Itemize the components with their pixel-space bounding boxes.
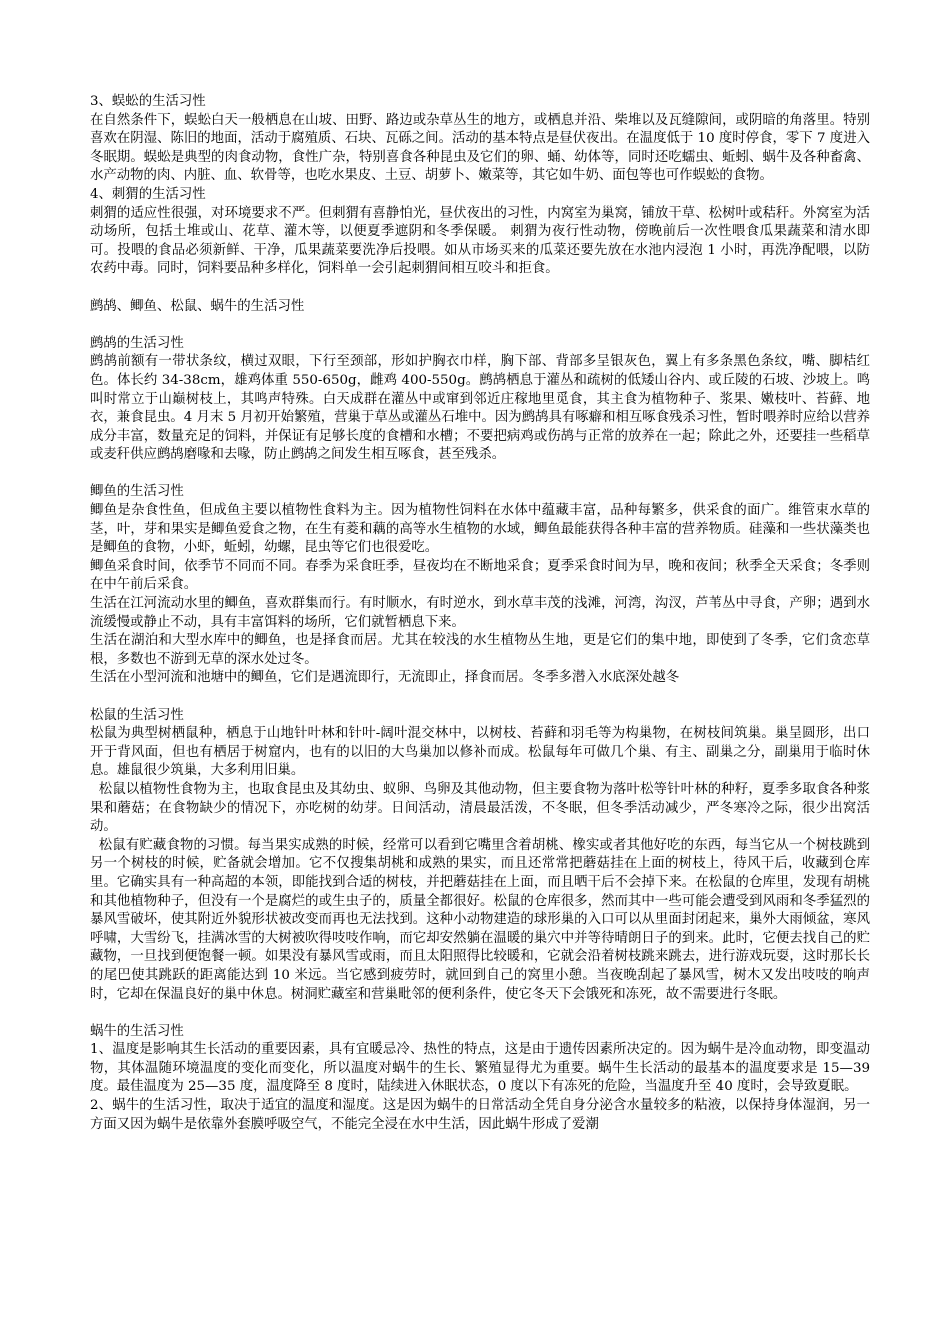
paragraph-crucian-5: 生活在小型河流和池塘中的鲫鱼，它们是遇流即行，无流即止，择食而居。冬季多潜入水底深处越冬	[90, 670, 680, 686]
section-title-partridge: 鹧鸪的生活习性	[90, 335, 184, 351]
section-title-centipede: 3、蜈蚣的生活习性	[90, 94, 206, 109]
paragraph-crucian-3: 生活在江河流动水里的鲫鱼，喜欢群集而行。有时顺水，有时逆水，到水草丰茂的浅滩，河湾，沟汊，芦苇丛中寻食，产卵；遇到水流缓慢或静止不动，具有丰富饵料的场所，它们就暂栖息下来。	[90, 596, 870, 630]
section-title-hedgehog: 4、刺猬的生活习性	[90, 186, 206, 202]
paragraph-partridge: 鹧鸪前额有一带状条纹，横过双眼，下行至颈部，形如护胸衣巾样，胸下部、背部多呈银灰色，翼上有多条黑色条纹，嘴、脚桔红色。体长约 34-38cm，雄鸡体重 550-650g，雌鸡 400-550g。鹧鸪栖息于灌丛和疏树的低矮山谷内、或丘陵的石坡、沙坡上。鸣叫时常立于山巅树枝上，其鸣声特殊。白天成群在灌丛中或窜到邻近庄稼地里觅食，其主食为植物种子、浆果、嫩枝叶、苔藓、地衣，兼食昆虫。4 月末 5 月初开始繁殖，营巢于草丛或灌丛石堆中。因为鹧鸪具有啄癖和相互啄食残杀习性，暂时喂养时应给以营养成分丰富，数量充足的饲料，并保证有足够长度的食槽和水槽；不要把病鸡或伤鸪与正常的放养在一起；除此之外，还要挂一些稻草或麦秆供应鹧鸪磨喙和去喙，防止鹧鸪之间发生相互啄食，甚至残杀。	[90, 354, 870, 463]
document-heading: 鹧鸪、鲫鱼、松鼠、蜗牛的生活习性	[90, 298, 305, 314]
spacer	[90, 1004, 870, 1023]
paragraph-squirrel-1: 松鼠为典型树栖鼠种，栖息于山地针叶林和针叶-阔叶混交林中，以树枝、苔藓和羽毛等为构巢物，在树枝间筑巢。巢呈圆形，出口开于背风面，但也有栖居于树窟内，也有的以旧的大鸟巢加以修补而成。松鼠每年可做几个巢、有主、副巢之分，副巢用于临时休息。雄鼠很少筑巢，大多利用旧巢。	[90, 726, 870, 779]
spacer	[90, 688, 870, 707]
paragraph-squirrel-3: 松鼠有贮藏食物的习惯。每当果实成熟的时候，经常可以看到它嘴里含着胡桃、橡实或者其他好吃的东西，每当它从一个树枝跳到另一个树枝的时候，贮备就会增加。它不仅搜集胡桃和成熟的果实，而且还常常把蘑菇挂在上面的树枝上，待风干后，收藏到仓库里。它确实具有一种高超的本领，即能找到合适的树枝，并把蘑菇挂在上面，而且晒干后不会掉下来。在松鼠的仓库里，发现有胡桃和其他植物种子，但没有一个是腐烂的或生虫子的，质量全都很好。松鼠的仓库很多，然而其中一些可能会遭受到风雨和冬季猛烈的暴风雪破坏，使其附近外貌形状被改变而再也无法找到。这种小动物建造的球形巢的入口可以从里面封闭起来，巢外大雨倾盆，寒风呼啸，大雪纷飞，挂满冰雪的大树被吹得吱吱作响，而它却安然躺在温暖的巢穴中并等待晴朗日子的到来。此时，它便去找自己的贮藏物，一旦找到便饱餐一顿。如果没有暴风雪或雨，而且太阳照得比较暖和，它就会沿着树枝跳来跳去，进行游戏玩耍，这时那长长的尾巴使其跳跃的距离能达到 10 米远。当它感到疲劳时，就回到自己的窝里小憩。当夜晚刮起了暴风雪，树木又发出吱吱的响声时，它却在保温良好的巢中休息。树洞贮藏室和营巢毗邻的便利条件，使它冬天下会饿死和冻死，故不需要进行冬眠。	[90, 837, 870, 1002]
section-title-squirrel: 松鼠的生活习性	[90, 707, 184, 723]
paragraph-centipede: 在自然条件下，蜈蚣白天一般栖息在山坡、田野、路边或杂草丛生的地方，或栖息并沿、柴堆以及瓦缝隙间，或阴暗的角落里。特别喜欢在阴湿、陈旧的地面，活动于腐殖质、石块、瓦砾之间。活动的基本特点是昼伏夜出。在温度低于 10 度时停食，零下 7 度进入冬眠期。蜈蚣是典型的肉食动物，食性广杂，特别喜食各种昆虫及它们的卵、蛹、幼体等，同时还吃蠕虫、蚯蚓、蜗牛及各种畜禽、水产动物的肉、内脏、血、软骨等，也吃水果皮、土豆、胡萝卜、嫩菜等，其它如牛奶、面包等也可作蜈蚣的食物。	[90, 112, 870, 184]
paragraph-hedgehog: 刺猬的适应性很强，对环境要求不严。但刺猬有喜静怕光，昼伏夜出的习性，内窝室为巢窝，铺放干草、松树叶或秸秆。外窝室为活动场所，包括土堆或山、花草、灌木等，以便夏季遮阴和冬季保暖。 刺猬为夜行性动物，傍晚前后一次性喂食瓜果蔬菜和清水即可。投喂的食品必须新鲜、干净，瓜果蔬菜要洗净后投喂。如从市场买来的瓜菜还要先放在水池内浸泡 1 小时，再洗净配喂，以防农药中毒。同时，饲料要品种多样化，饲料单一会引起刺猬间相互咬斗和拒食。	[90, 205, 870, 277]
spacer	[90, 316, 870, 335]
section-title-crucian: 鲫鱼的生活习性	[90, 484, 184, 500]
paragraph-squirrel-2: 松鼠以植物性食物为主，也取食昆虫及其幼虫、蚁卵、鸟卵及其他动物，但主要食物为落叶松等针叶林的种籽，夏季多取食各种浆果和蘑菇；在食物缺少的情况下，亦吃树的幼芽。日间活动，清晨最活泼，不冬眠，但冬季活动减少，严冬寒冷之际，很少出窝活动。	[90, 781, 870, 835]
section-title-snail: 蜗牛的生活习性	[90, 1023, 184, 1039]
document-body	[90, 93, 870, 1134]
paragraph-snail-2: 2、蜗牛的生活习性，取决于适宜的温度和湿度。这是因为蜗牛的日常活动全凭自身分泌含水量较多的粘液，以保持身体湿润，另一方面又因为蜗牛是依靠外套膜呼吸空气，不能完全浸在水中生活，因此蜗牛形成了爱潮	[90, 1098, 870, 1132]
paragraph-snail-1: 1、温度是影响其生长活动的重要因素，具有宜暖忌冷、热性的特点，这是由于遗传因素所决定的。因为蜗牛是冷血动物，即变温动物，其体温随环境温度的变化而变化，所以温度对蜗牛的生长、繁殖显得尤为重要。蜗牛生长活动的最基本的温度要求是 15—39 度。最佳温度为 25—35 度，温度降至 8 度时，陆续进入休眠状态，0 度以下有冻死的危险，当温度升至 40 度时，会导致夏眠。	[90, 1042, 870, 1095]
paragraph-crucian-2: 鲫鱼采食时间，依季节不同而不同。春季为采食旺季，昼夜均在不断地采食；夏季采食时间为早，晚和夜间；秋季全天采食；冬季则在中午前后采食。	[90, 558, 870, 593]
spacer	[90, 279, 870, 298]
paragraph-crucian-1: 鲫鱼是杂食性鱼，但成鱼主要以植物性食料为主。因为植物性饲料在水体中蕴藏丰富，品种每繁多，供采食的面广。维管束水草的茎，叶，芽和果实是鲫鱼爱食之物，在生有菱和藕的高等水生植物的水域，鲫鱼最能获得各种丰富的营养物质。硅藻和一些状藻类也是鲫鱼的食物，小虾，蚯蚓，幼螺，昆虫等它们也很爱吃。	[90, 503, 870, 556]
spacer	[90, 465, 870, 484]
paragraph-crucian-4: 生活在湖泊和大型水库中的鲫鱼，也是择食而居。尤其在较浅的水生植物丛生地，更是它们的集中地，即使到了冬季，它们贪恋草根，多数也不游到无草的深水处过冬。	[90, 633, 870, 667]
